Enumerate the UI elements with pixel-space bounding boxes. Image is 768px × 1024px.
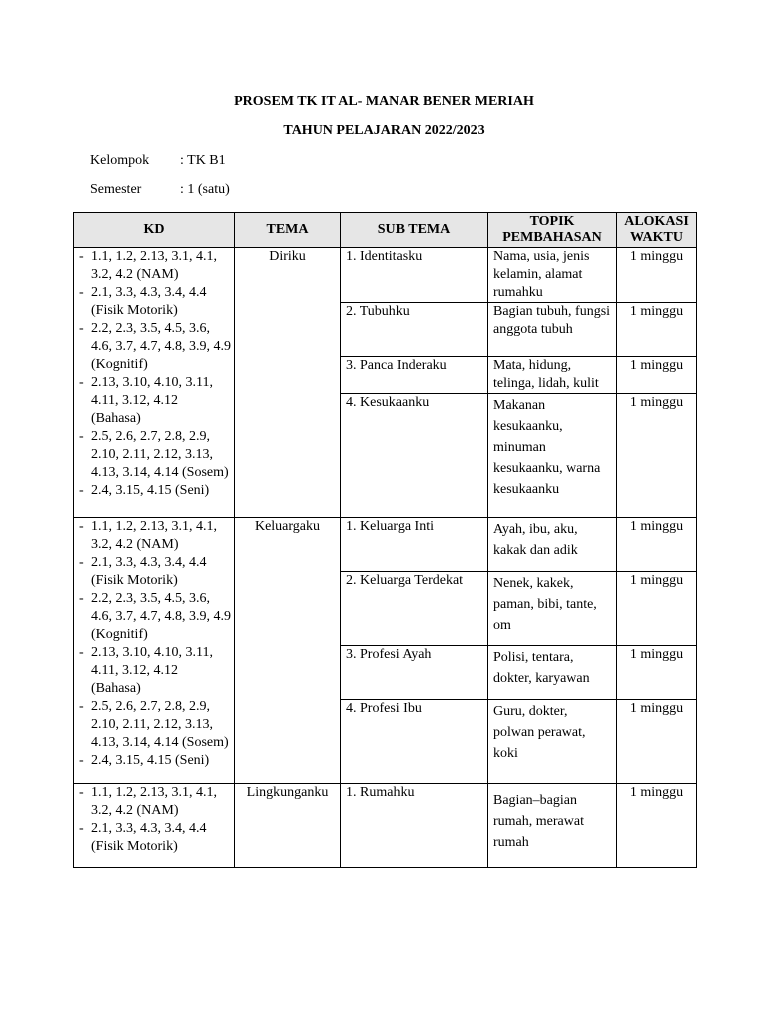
topik-cell: Ayah, ibu, aku, kakak dan adik (488, 518, 617, 572)
kd-cell (74, 248, 235, 518)
tema-cell: Keluargaku (235, 518, 341, 784)
alokasi-cell: 1 minggu (617, 394, 697, 518)
semester-label: Semester (90, 182, 142, 197)
kelompok-value: : TK B1 (180, 153, 226, 168)
kd-item: - 1.1, 1.2, 2.13, 3.1, 4.1, 3.2, 4.2 (NAM) (79, 784, 231, 820)
sub-tema-cell: 3. Profesi Ayah (341, 646, 488, 700)
column-header-topik: TOPIK PEMBAHASAN (488, 213, 617, 248)
table-row (74, 518, 697, 572)
alokasi-cell: 1 minggu (617, 357, 697, 394)
alokasi-cell: 1 minggu (617, 784, 697, 868)
sub-tema-cell: 4. Kesukaanku (341, 394, 488, 518)
sub-tema-cell: 4. Profesi Ibu (341, 700, 488, 784)
kd-cell (74, 518, 235, 784)
document-title: PROSEM TK IT AL- MANAR BENER MERIAH (234, 94, 534, 109)
kd-item: - 2.13, 3.10, 4.10, 3.11, 4.11, 3.12, 4.12 (Bahasa) (79, 644, 231, 698)
kelompok-label: Kelompok (90, 153, 150, 168)
sub-tema-cell: 2. Tubuhku (341, 303, 488, 357)
topik-cell: Guru, dokter, polwan perawat, koki (488, 700, 617, 784)
sub-tema-cell: 3. Panca Inderaku (341, 357, 488, 394)
kd-item: - 1.1, 1.2, 2.13, 3.1, 4.1, 3.2, 4.2 (NAM) (79, 248, 231, 284)
alokasi-cell: 1 minggu (617, 572, 697, 646)
kd-cell (74, 784, 235, 868)
column-header-alokasi: ALOKASI WAKTU (617, 213, 697, 248)
column-header-tema: TEMA (235, 213, 341, 248)
alokasi-cell: 1 minggu (617, 303, 697, 357)
sub-tema-cell: 1. Identitasku (341, 248, 488, 303)
topik-cell: Nenek, kakek, paman, bibi, tante, om (488, 572, 617, 646)
table-header-row (74, 213, 697, 248)
kd-item: - 2.1, 3.3, 4.3, 3.4, 4.4 (Fisik Motorik) (79, 284, 231, 320)
topik-cell: Bagian tubuh, fungsi anggota tubuh (488, 303, 617, 357)
tema-cell: Diriku (235, 248, 341, 518)
sub-tema-cell: 1. Keluarga Inti (341, 518, 488, 572)
kd-item: - 2.2, 2.3, 3.5, 4.5, 3.6, 4.6, 3.7, 4.7, 4.8, 3.9, 4.9 (Kognitif) (79, 320, 231, 374)
topik-cell: Mata, hidung, telinga, lidah, kulit (488, 357, 617, 394)
topik-cell: Bagian–bagian rumah, merawat rumah (488, 784, 617, 868)
kd-item: - 2.4, 3.15, 4.15 (Seni) (79, 482, 231, 500)
semester-value: : 1 (satu) (180, 182, 230, 197)
kd-item: - 2.5, 2.6, 2.7, 2.8, 2.9, 2.10, 2.11, 2.12, 3.13, 4.13, 3.14, 4.14 (Sosem) (79, 698, 231, 752)
kd-item: - 2.13, 3.10, 4.10, 3.11, 4.11, 3.12, 4.12 (Bahasa) (79, 374, 231, 428)
column-header-sub-tema: SUB TEMA (341, 213, 488, 248)
alokasi-cell: 1 minggu (617, 700, 697, 784)
alokasi-cell: 1 minggu (617, 248, 697, 303)
sub-tema-cell: 1. Rumahku (341, 784, 488, 868)
kd-item: - 2.1, 3.3, 4.3, 3.4, 4.4 (Fisik Motorik) (79, 554, 231, 590)
topik-cell: Polisi, tentara, dokter, karyawan (488, 646, 617, 700)
alokasi-cell: 1 minggu (617, 646, 697, 700)
kd-item: - 2.5, 2.6, 2.7, 2.8, 2.9, 2.10, 2.11, 2.12, 3.13, 4.13, 3.14, 4.14 (Sosem) (79, 428, 231, 482)
kd-item: - 2.4, 3.15, 4.15 (Seni) (79, 752, 231, 770)
kd-item: - 1.1, 1.2, 2.13, 3.1, 4.1, 3.2, 4.2 (NAM) (79, 518, 231, 554)
table-row (74, 784, 697, 868)
alokasi-cell: 1 minggu (617, 518, 697, 572)
sub-tema-cell: 2. Keluarga Terdekat (341, 572, 488, 646)
topik-cell: Makanan kesukaanku, minuman kesukaanku, warna kesukaanku (488, 394, 617, 518)
table-row (74, 248, 697, 303)
topik-cell: Nama, usia, jenis kelamin, alamat rumahku (488, 248, 617, 303)
kd-item: - 2.2, 2.3, 3.5, 4.5, 3.6, 4.6, 3.7, 4.7, 4.8, 3.9, 4.9 (Kognitif) (79, 590, 231, 644)
column-header-kd: KD (74, 213, 235, 248)
tema-cell: Lingkunganku (235, 784, 341, 868)
kd-item: - 2.1, 3.3, 4.3, 3.4, 4.4 (Fisik Motorik) (79, 820, 231, 856)
document-subtitle: TAHUN PELAJARAN 2022/2023 (283, 123, 485, 138)
prosem-table (73, 212, 697, 868)
